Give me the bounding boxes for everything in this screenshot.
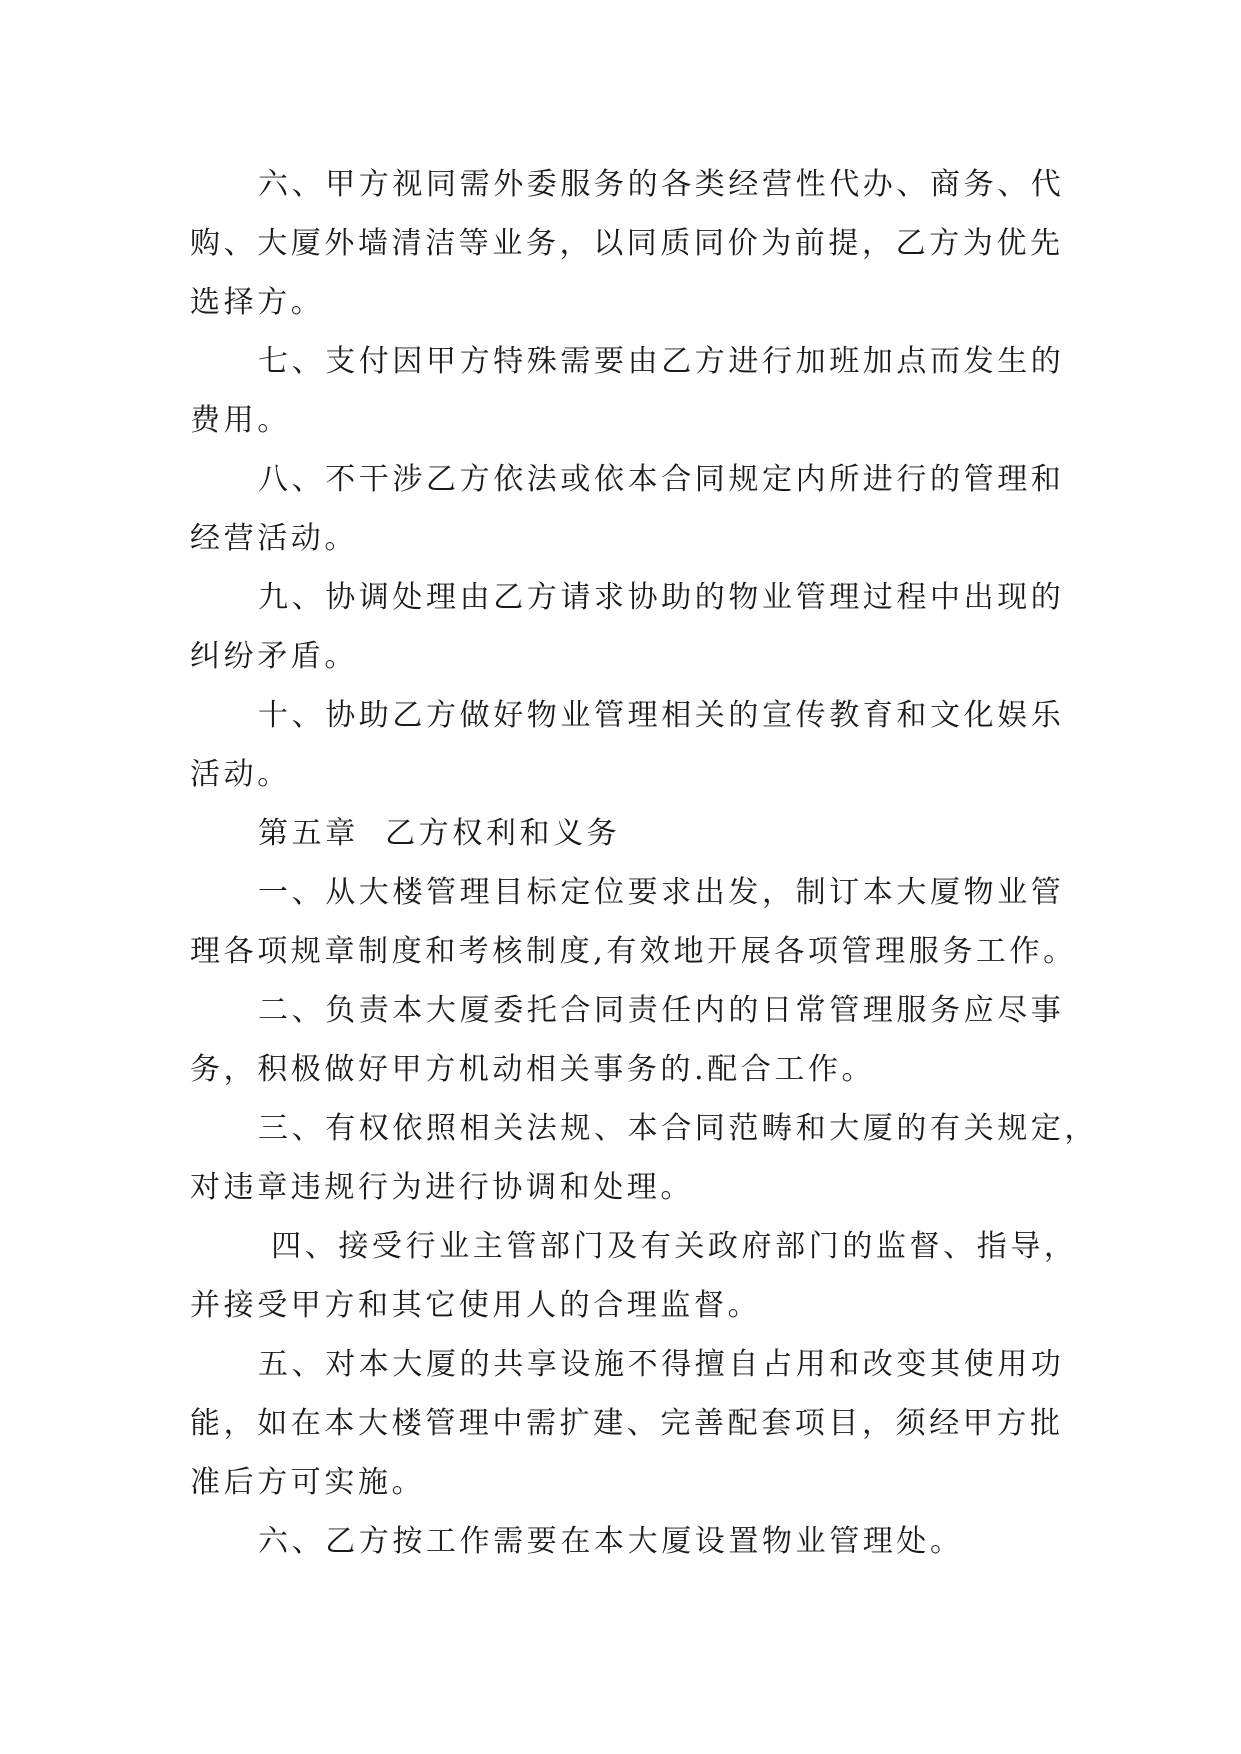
paragraph-item-1: [190, 863, 1077, 981]
text-line: 十、协助乙方做好物业管理相关的宣传教育和文化娱乐: [258, 698, 1065, 733]
text-line: 活动。: [190, 757, 291, 792]
text-line: 四、接受行业主管部门及有关政府部门的监督、指导，: [258, 1229, 1078, 1264]
text-line: 对违章违规行为进行协调和处理。: [190, 1170, 694, 1205]
text-line: 务，积极做好甲方机动相关事务的.配合工作。: [190, 1052, 876, 1087]
text-line: 三、有权依照相关法规、本合同范畴和大厦的有关规定，: [258, 1111, 1098, 1146]
paragraph-item-8: [190, 450, 1070, 568]
text-line: 七、支付因甲方特殊需要由乙方进行加班加点而发生的: [258, 344, 1065, 379]
chapter-heading: [190, 804, 1070, 863]
text-line: 并接受甲方和其它使用人的合理监督。: [190, 1288, 762, 1323]
text-line: 纠纷矛盾。: [190, 639, 358, 674]
text-line: 购、大厦外墙清洁等业务，以同质同价为前提，乙方为优先: [190, 226, 1064, 261]
document-page: [190, 155, 1098, 1571]
paragraph-item-7: [190, 332, 1070, 450]
text-line: 二、负责本大厦委托合同责任内的日常管理服务应尽事: [258, 993, 1065, 1028]
text-line: 五、对本大厦的共享设施不得擅自占用和改变其使用功: [258, 1347, 1065, 1382]
paragraph-item-2: [190, 981, 1070, 1099]
text-line: 一、从大楼管理目标定位要求出发，制订本大厦物业管: [258, 875, 1065, 910]
chapter-title: 第五章 乙方权利和义务: [258, 816, 621, 851]
text-line: 准后方可实施。: [190, 1465, 426, 1500]
paragraph-item-6b: [190, 1512, 1070, 1571]
text-line: 费用。: [190, 403, 291, 438]
paragraph-item-10: [190, 686, 1070, 804]
text-line: 理各项规章制度和考核制度,有效地开展各项管理服务工作。: [190, 934, 1077, 969]
text-line: 八、不干涉乙方依法或依本合同规定内所进行的管理和: [258, 462, 1065, 497]
text-line: 六、乙方按工作需要在本大厦设置物业管理处。: [258, 1524, 964, 1559]
paragraph-item-3: [190, 1099, 1098, 1217]
paragraph-item-6: [190, 155, 1070, 332]
text-line: 六、甲方视同需外委服务的各类经营性代办、商务、代: [258, 167, 1065, 202]
paragraph-item-4: [190, 1217, 1078, 1335]
text-line: 九、协调处理由乙方请求协助的物业管理过程中出现的: [258, 580, 1065, 615]
text-line: 选择方。: [190, 285, 325, 320]
paragraph-item-9: [190, 568, 1070, 686]
text-line: 经营活动。: [190, 521, 358, 556]
text-line: 能，如在本大楼管理中需扩建、完善配套项目，须经甲方批: [190, 1406, 1064, 1441]
paragraph-item-5: [190, 1335, 1070, 1512]
